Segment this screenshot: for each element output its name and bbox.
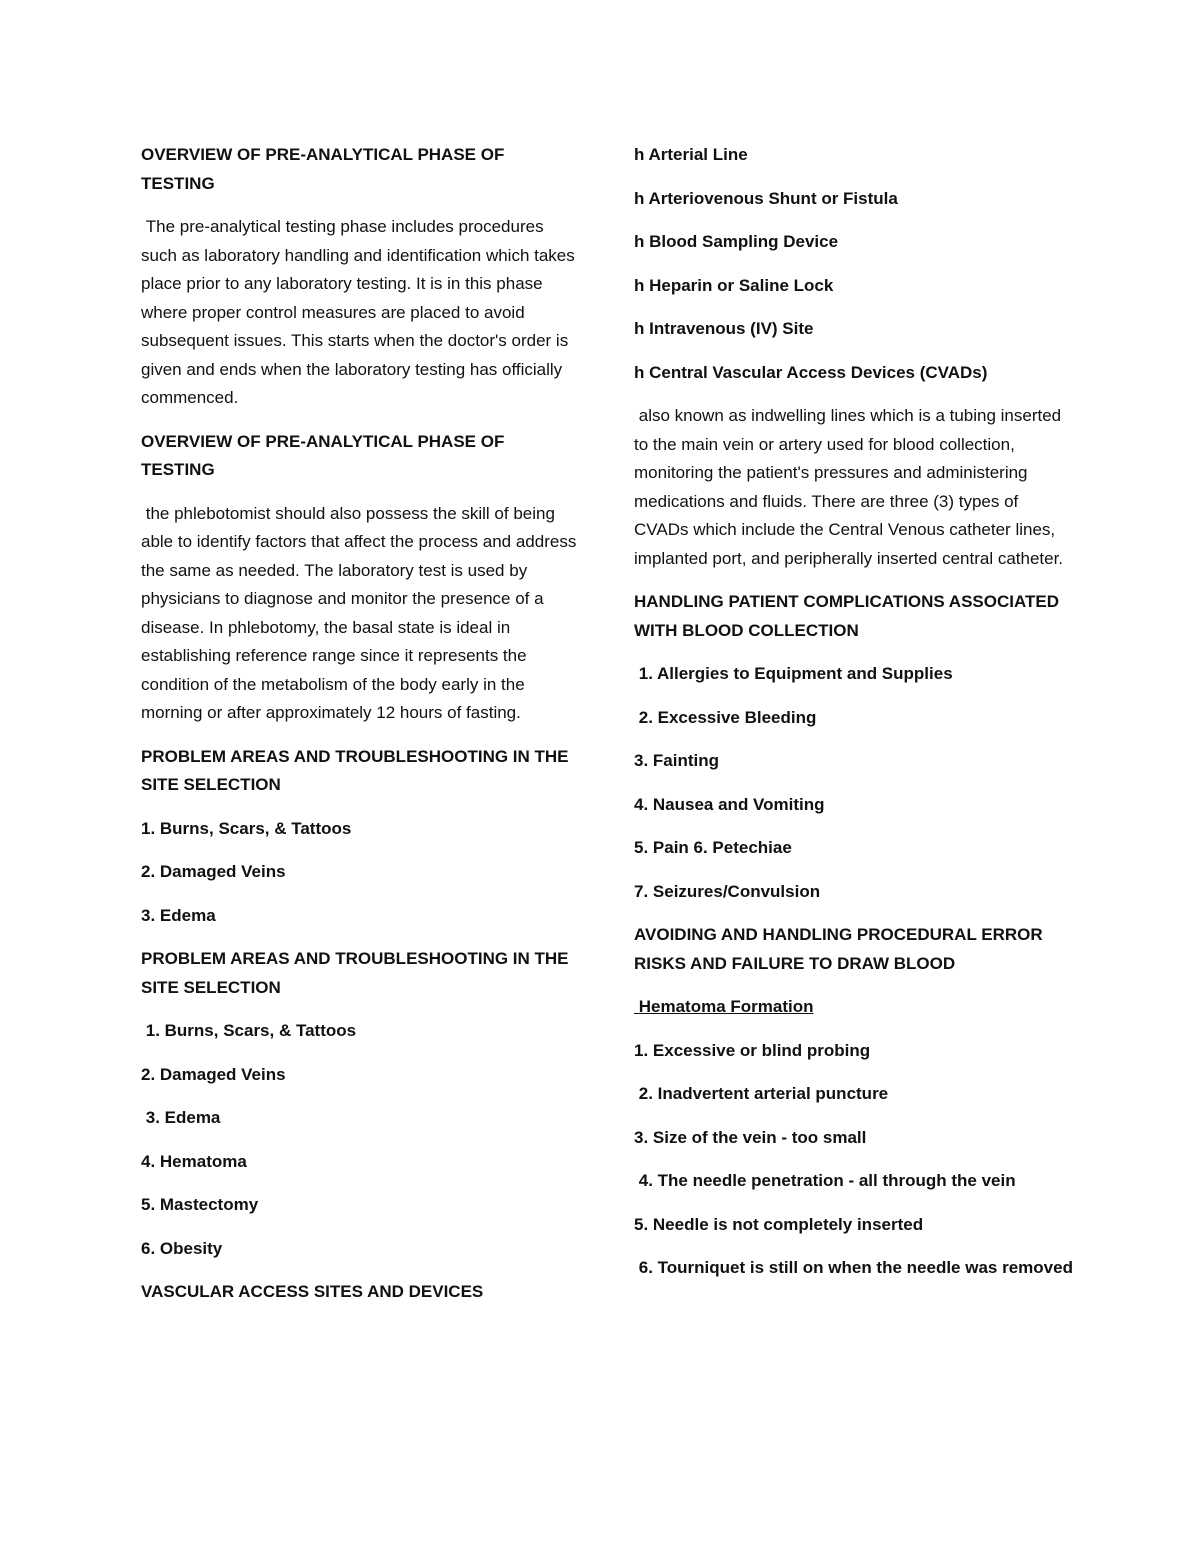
list-item-4-nausea-and-vomiting: 4. Nausea and Vomiting <box>634 794 825 814</box>
list-item-2-damaged-veins: 2. Damaged Veins <box>141 1064 286 1084</box>
paragraph-the-pre-analytical-testing-phase-include: The pre-analytical testing phase includes procedures such as laboratory handling and identification which takes place prior to any laboratory testing. It is in this phase where proper control measures are placed to avoid subsequent issues. This starts when the doctor's order is given and ends when the laboratory testing has officially commenced. <box>141 217 580 407</box>
right-column <box>634 141 1074 1298</box>
section-heading-problem-areas-and-troubleshooting-in-the: PROBLEM AREAS AND TROUBLESHOOTING IN THE SITE SELECTION <box>141 949 574 997</box>
list-item-2-excessive-bleeding: 2. Excessive Bleeding <box>634 707 817 727</box>
list-item-2-inadvertent-arterial-puncture: 2. Inadvertent arterial puncture <box>634 1084 889 1103</box>
list-item-6-tourniquet-is-still-on-when-the-needle: 6. Tourniquet is still on when the needle was removed <box>634 1258 1073 1277</box>
list-item-h-arterial-line: h Arterial Line <box>634 145 748 164</box>
list-item-5-pain-6-petechiae: 5. Pain 6. Petechiae <box>634 838 792 857</box>
section-heading-handling-patient-complications-associate: HANDLING PATIENT COMPLICATIONS ASSOCIATED WITH BLOOD COLLECTION <box>634 592 1064 640</box>
left-column <box>141 141 581 1322</box>
list-item-5-mastectomy: 5. Mastectomy <box>141 1195 259 1214</box>
list-item-h-heparin-or-saline-lock: h Heparin or Saline Lock <box>634 275 834 295</box>
section-heading-overview-of-pre-analytical-phase-of-test: OVERVIEW OF PRE-ANALYTICAL PHASE OF TESTING <box>141 145 510 193</box>
paragraph-also-known-as-indwelling-lines-which-is-: also known as indwelling lines which is a tubing inserted to the main vein or artery used for blood collection, monitoring the patient's pressures and administering medications and fluids. There are three (3) types of CVADs which include the Central Venous catheter lines, implanted port, and peripherally inserted central catheter. <box>634 406 1066 568</box>
list-item-4-the-needle-penetration-all-through-the: 4. The needle penetration - all through the vein <box>634 1171 1016 1190</box>
list-item-3-edema: 3. Edema <box>141 905 216 925</box>
list-item-h-blood-sampling-device: h Blood Sampling Device <box>634 232 839 251</box>
section-heading-vascular-access-sites-and-devices: VASCULAR ACCESS SITES AND DEVICES <box>141 1282 484 1301</box>
subheading-hematoma-formation: Hematoma Formation <box>634 997 814 1016</box>
list-item-5-needle-is-not-completely-inserted: 5. Needle is not completely inserted <box>634 1214 924 1234</box>
list-item-1-excessive-or-blind-probing: 1. Excessive or blind probing <box>634 1040 871 1060</box>
list-item-h-arteriovenous-shunt-or-fistula: h Arteriovenous Shunt or Fistula <box>634 188 898 208</box>
list-item-3-edema: 3. Edema <box>141 1108 221 1127</box>
list-item-3-size-of-the-vein-too-small: 3. Size of the vein - too small <box>634 1127 867 1147</box>
list-item-1-allergies-to-equipment-and-supplies: 1. Allergies to Equipment and Supplies <box>634 664 953 683</box>
list-item-2-damaged-veins: 2. Damaged Veins <box>141 862 286 881</box>
list-item-1-burns-scars-tattoos: 1. Burns, Scars, & Tattoos <box>141 818 352 838</box>
section-heading-overview-of-pre-analytical-phase-of-test: OVERVIEW OF PRE-ANALYTICAL PHASE OF TESTING <box>141 431 510 479</box>
section-heading-problem-areas-and-troubleshooting-in-the: PROBLEM AREAS AND TROUBLESHOOTING IN THE SITE SELECTION <box>141 746 574 794</box>
list-item-3-fainting: 3. Fainting <box>634 751 719 770</box>
list-item-h-intravenous-iv-site: h Intravenous (IV) Site <box>634 319 814 338</box>
list-item-4-hematoma: 4. Hematoma <box>141 1151 247 1171</box>
list-item-7-seizures-convulsion: 7. Seizures/Convulsion <box>634 881 821 901</box>
list-item-1-burns-scars-tattoos: 1. Burns, Scars, & Tattoos <box>141 1021 357 1040</box>
section-heading-avoiding-and-handling-procedural-error-r: AVOIDING AND HANDLING PROCEDURAL ERROR RISKS AND FAILURE TO DRAW BLOOD <box>634 925 1048 973</box>
list-item-h-central-vascular-access-devices-cvads: h Central Vascular Access Devices (CVADs) <box>634 362 988 382</box>
list-item-6-obesity: 6. Obesity <box>141 1238 223 1258</box>
paragraph-the-phlebotomist-should-also-possess-the: the phlebotomist should also possess the skill of being able to identify factors that affect the process and address the same as needed. The laboratory test is used by physicians to diagnose and monitor the presence of a disease. In phlebotomy, the basal state is ideal in establishing reference range since it represents the condition of the metabolism of the body early in the morning or after approximately 12 hours of fasting. <box>141 503 582 722</box>
